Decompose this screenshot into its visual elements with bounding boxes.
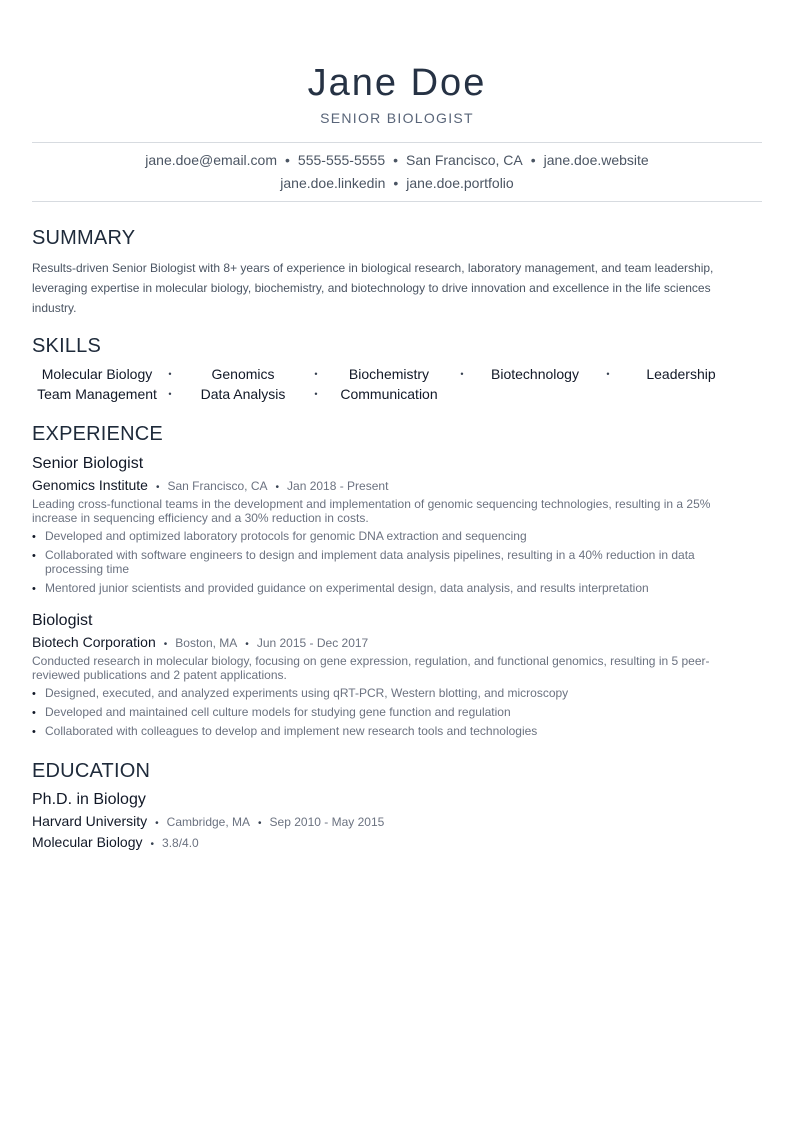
skill-item [324, 386, 470, 402]
separator-dot: • [32, 707, 36, 719]
separator-dot: • [168, 389, 172, 399]
header-divider-top [32, 142, 762, 143]
edu-field-row [32, 832, 762, 852]
list-item [32, 686, 735, 700]
contact-line-1 [32, 149, 762, 172]
bullet-text: Designed, executed, and analyzed experiments using qRT-PCR, Western blotting, and microscopy [45, 686, 569, 700]
separator-dot: • [168, 369, 172, 379]
job-title: Senior Biologist [32, 455, 144, 472]
list-item [32, 529, 735, 543]
skill-label: Team Management [37, 386, 157, 402]
separator-dot: • [163, 639, 168, 650]
separator-dot: • [32, 583, 36, 595]
separator-dot: • [32, 726, 36, 738]
separator-dot: • [155, 482, 160, 493]
separator-dot: • [314, 369, 318, 379]
contact-linkedin[interactable]: jane.doe.linkedin [280, 175, 386, 191]
edu-school: Harvard University [32, 813, 148, 829]
edu-field: Molecular Biology [32, 834, 143, 850]
job-dates: Jan 2018 - Present [287, 479, 389, 493]
skill-label: Biochemistry [348, 366, 430, 382]
skill-label: Genomics [211, 366, 275, 382]
experience-entry [32, 454, 762, 600]
separator-dot: • [393, 175, 399, 191]
job-bullets [32, 686, 762, 738]
skill-item [32, 366, 178, 382]
skills-row [32, 364, 762, 384]
skills-heading: SKILLS [32, 335, 102, 357]
contact-line-2 [32, 172, 762, 195]
skill-label: Communication [340, 386, 438, 402]
job-location: Boston, MA [175, 636, 238, 650]
edu-school-row [32, 811, 762, 831]
experience-heading: EXPERIENCE [32, 423, 163, 445]
candidate-name: Jane Doe [307, 62, 487, 104]
job-description: Conducted research in molecular biology, focusing on gene expression, regulation, and functional genomics, resulting in 5 peer-reviewed publications and 2 patent applications. [32, 654, 710, 682]
edu-dates: Sep 2010 - May 2015 [269, 815, 385, 829]
list-item [32, 724, 735, 738]
separator-dot: • [150, 839, 155, 850]
summary-heading: SUMMARY [32, 227, 136, 249]
skill-item [470, 366, 616, 382]
bullet-text: Collaborated with software engineers to design and implement data analysis pipelines, resulting in a 40% reduction in data processing time [45, 548, 695, 576]
skill-item [32, 386, 178, 402]
experience-entry [32, 611, 762, 743]
separator-dot: • [314, 389, 318, 399]
bullet-text: Developed and optimized laboratory protocols for genomic DNA extraction and sequencing [45, 529, 527, 543]
skill-label: Biotechnology [491, 366, 579, 382]
edu-location: Cambridge, MA [166, 815, 251, 829]
contact-website[interactable]: jane.doe.website [543, 152, 649, 168]
skill-label: Leadership [646, 366, 716, 382]
skill-item [324, 366, 470, 382]
bullet-text: Collaborated with colleagues to develop and implement new research tools and technologies [45, 724, 538, 738]
bullet-text: Developed and maintained cell culture models for studying gene function and regulation [45, 705, 511, 719]
job-company: Genomics Institute [32, 477, 148, 493]
job-dates: Jun 2015 - Dec 2017 [256, 636, 369, 650]
bullet-text: Mentored junior scientists and provided guidance on experimental design, data analysis, and results interpretation [45, 581, 649, 595]
skills-row [32, 384, 762, 404]
separator-dot: • [530, 152, 536, 168]
list-item [32, 705, 735, 719]
education-entry [32, 790, 762, 852]
separator-dot: • [460, 369, 464, 379]
education-heading: EDUCATION [32, 760, 151, 782]
summary-text: Results-driven Senior Biologist with 8+ years of experience in biological research, laboratory management, and team leadership, leveraging expertise in molecular biology, biochemistry, and biotechnology to drive innovation and excellence in the life sciences industry. [32, 261, 714, 315]
edu-degree: Ph.D. in Biology [32, 791, 146, 808]
separator-dot: • [32, 550, 36, 562]
skill-label: Molecular Biology [41, 366, 153, 382]
separator-dot: • [606, 369, 610, 379]
separator-dot: • [32, 531, 36, 543]
separator-dot: • [275, 482, 280, 493]
separator-dot: • [155, 818, 159, 829]
candidate-title: SENIOR BIOLOGIST [320, 110, 474, 126]
skill-item [616, 366, 762, 382]
contact-phone[interactable]: 555-555-5555 [297, 152, 386, 168]
job-bullets [32, 529, 762, 595]
separator-dot: • [32, 688, 36, 700]
contact-email[interactable]: jane.doe@email.com [145, 152, 278, 168]
separator-dot: • [285, 152, 290, 168]
separator-dot: • [393, 152, 399, 168]
job-company: Biotech Corporation [32, 634, 156, 650]
separator-dot: • [258, 818, 262, 829]
list-item [32, 581, 735, 595]
skill-item [178, 366, 324, 382]
header-divider-bottom [32, 201, 762, 202]
skills-list [32, 364, 762, 404]
job-location: San Francisco, CA [167, 479, 268, 493]
job-meta [32, 633, 762, 651]
contact-location: San Francisco, CA [406, 152, 523, 168]
contact-portfolio[interactable]: jane.doe.portfolio [406, 175, 514, 191]
list-item [32, 548, 735, 576]
skill-item [178, 386, 324, 402]
job-title: Biologist [32, 612, 93, 629]
separator-dot: • [245, 639, 249, 650]
job-meta [32, 476, 762, 494]
skill-label: Data Analysis [200, 386, 286, 402]
edu-gpa: 3.8/4.0 [162, 836, 199, 850]
job-description: Leading cross-functional teams in the development and implementation of genomic sequencing technologies, resulting in a 25% increase in sequencing efficiency and a 30% reduction in costs. [32, 497, 711, 525]
